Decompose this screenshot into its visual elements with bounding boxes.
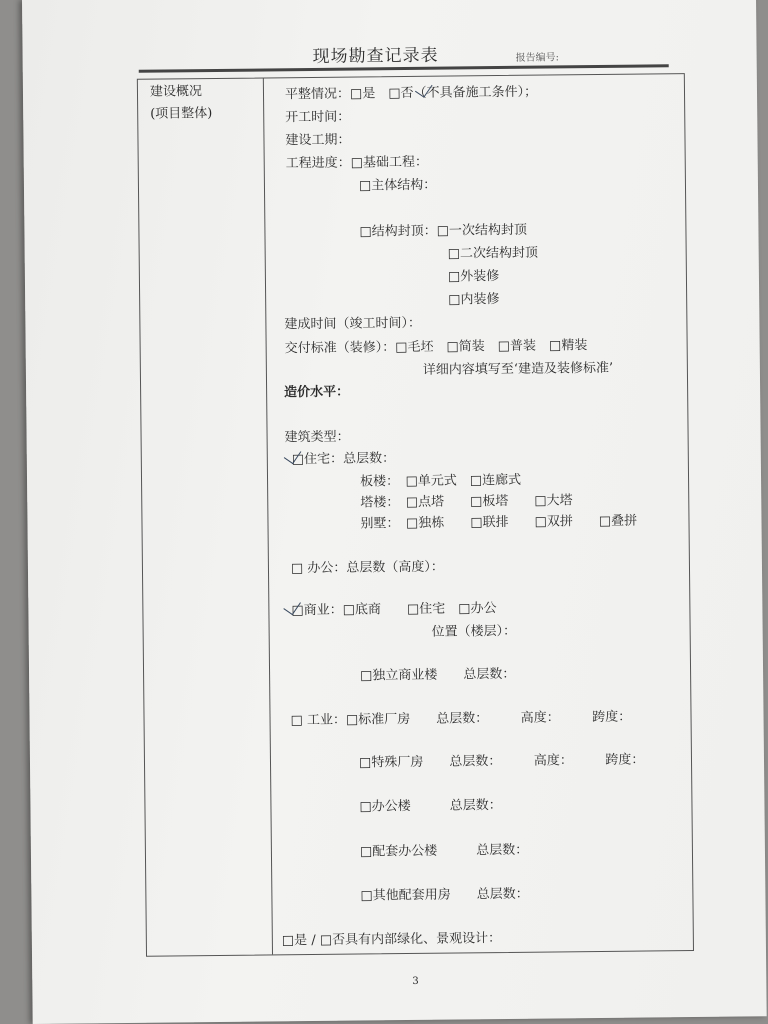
commercial-line: □商业：□底商 □住宅 □办公 [291, 601, 497, 619]
industrial-office-line: □办公楼 总层数： [359, 798, 502, 815]
completion-time-line: 建成时间（竣工时间）： [284, 315, 422, 333]
progress-foundation-line: 工程进度：□基础工程： [285, 154, 429, 172]
detail-note-line: 详细内容填写至‘建造及装修标准’ [422, 360, 614, 378]
construction-period-line: 建设工期： [285, 132, 351, 149]
supporting-office-line: □配套办公楼 总层数： [359, 842, 529, 860]
office-line: □ 办公：总层数（高度）： [290, 559, 444, 577]
other-supporting-line: □其他配套用房 总层数： [360, 886, 529, 904]
exterior-finishing-line: □外装修 [447, 269, 500, 285]
secondary-topping-line: □二次结构封顶 [447, 245, 539, 262]
industrial-standard-line: □ 工业：□标准厂房 总层数： 高度： 跨度： [290, 709, 632, 729]
section-subheading: (项目整体) [150, 106, 213, 122]
report-number-label: 报告编号: [515, 52, 560, 64]
interior-finishing-line: □内装修 [448, 292, 500, 308]
leveling-status-line: 平整情况：□是 □否（不具备施工条件）； [284, 84, 538, 103]
tower-building-line: 塔楼： □点塔 □板塔 □大塔 [360, 493, 573, 511]
slab-building-line: 板楼： □单元式 □连廊式 [359, 472, 522, 490]
form-title: 现场勘查记录表 [312, 45, 439, 67]
start-time-line: 开工时间： [285, 109, 351, 126]
delivery-standard-line: 交付标准（装修）：□毛坯 □简装 □普装 □精装 [284, 338, 588, 357]
villa-line: 别墅： □独栋 □联排 □双拼 □叠拼 [360, 513, 638, 532]
survey-table [137, 73, 694, 957]
standalone-commercial-line: □独立商业楼 总层数： [360, 666, 516, 684]
document-page [22, 0, 767, 1024]
section-heading: 建设概况 [149, 84, 203, 100]
building-type-line: 建筑类型： [284, 429, 350, 446]
residential-line: □住宅：总层数： [291, 451, 396, 468]
progress-main-structure-line: □主体结构： [358, 177, 437, 194]
page-number: 3 [412, 975, 419, 987]
column-divider [263, 78, 273, 954]
topping-out-line: □结构封顶：□一次结构封顶 [359, 222, 528, 240]
commercial-floor-line: 位置（楼层）： [431, 623, 517, 640]
industrial-special-line: □特殊厂房 总层数： 高度： 跨度： [358, 752, 645, 771]
landscaping-line: □是 / □否具有内部绿化、景观设计： [281, 931, 502, 949]
cost-level-line: 造价水平： [284, 384, 350, 401]
